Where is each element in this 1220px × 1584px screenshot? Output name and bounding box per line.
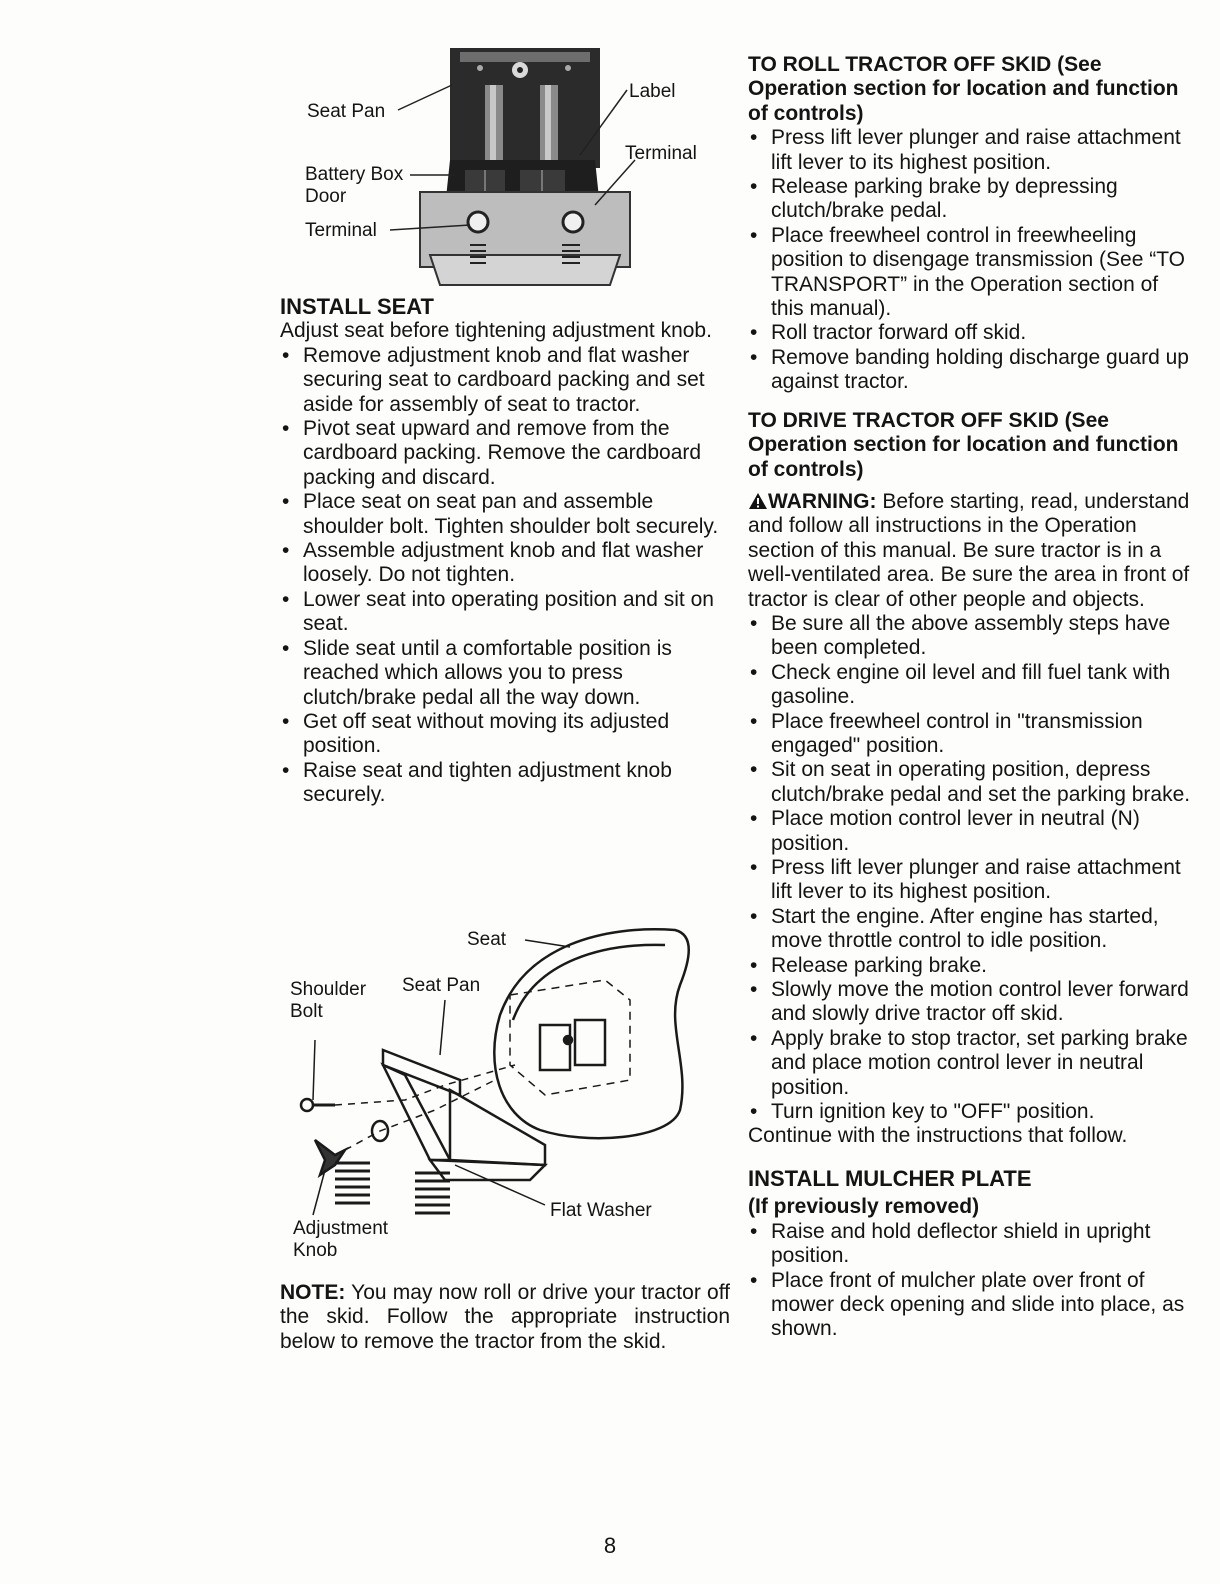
flat-washer-label: Flat Washer <box>550 1200 652 1221</box>
warning-label: WARNING: <box>768 489 877 513</box>
battery-box-door-label <box>305 164 403 208</box>
drive-off-steps <box>748 612 1193 1125</box>
terminal-right-label: Terminal <box>625 143 697 164</box>
drive-off-continue: Continue with the instructions that follow. <box>748 1124 1128 1148</box>
drive-off-heading <box>748 409 1193 482</box>
shoulder-bolt-line2: Bolt <box>290 1001 323 1022</box>
list-item: • Sit on seat in operating position, depress clutch/brake pedal and set the parking brake. <box>748 758 1193 807</box>
note-text: You may now roll or drive your tractor off the skid. Follow the appropriate instruction below to remove the tractor from the skid. <box>280 1281 730 1353</box>
list-item: • Raise seat and tighten adjustment knob securely. <box>280 759 730 808</box>
left-column <box>280 295 730 808</box>
list-item: • Pivot seat upward and remove from the cardboard packing. Remove the cardboard packing and discard. <box>280 417 730 490</box>
list-item: • Slowly move the motion control lever forward and slowly drive tractor off skid. <box>748 978 1193 1027</box>
drive-off-heading-rest: (See Operation section for location and function of controls) <box>748 408 1179 481</box>
list-item: • Lower seat into operating position and sit on seat. <box>280 588 730 637</box>
list-item: • Get off seat without moving its adjusted position. <box>280 710 730 759</box>
seat-assembly-figure <box>285 915 730 1270</box>
list-item: • Raise and hold deflector shield in upright position. <box>748 1220 1193 1269</box>
adjustment-knob-line2: Knob <box>293 1240 338 1261</box>
list-item: • Roll tractor forward off skid. <box>748 321 1193 345</box>
list-item: • Slide seat until a comfortable position is reached which allows you to press clutch/brake pedal all the way down. <box>280 637 730 710</box>
battery-box-door-line2: Door <box>305 186 347 207</box>
list-item: • Assemble adjustment knob and flat washer loosely. Do not tighten. <box>280 539 730 588</box>
right-column <box>748 53 1193 1342</box>
seat-pan-label: Seat Pan <box>307 101 386 122</box>
install-seat-heading: INSTALL SEAT <box>280 294 434 319</box>
mulcher-subheading: (If previously removed) <box>748 1195 980 1219</box>
install-seat-intro: Adjust seat before tightening adjustment knob. <box>280 319 712 343</box>
terminal-left-label: Terminal <box>305 220 377 241</box>
page-number: 8 <box>603 1533 617 1558</box>
mulcher-steps <box>748 1220 1193 1342</box>
battery-box-door-line1: Battery Box <box>305 164 404 185</box>
list-item: • Remove banding holding discharge guard up against tractor. <box>748 346 1193 395</box>
adjustment-knob-line1: Adjustment <box>293 1218 389 1239</box>
note-label: NOTE: <box>280 1281 346 1304</box>
drive-off-heading-bold: TO DRIVE TRACTOR OFF SKID <box>748 408 1059 432</box>
list-item: • Place freewheel control in freewheeling position to disengage transmission (See “TO TRANSPORT” in the Operation section of this manual). <box>748 224 1193 322</box>
warning-text: Before starting, read, understand and follow all instructions in the Operation section of this manual. Be sure tractor is in a well-ventilated area. Be sure the area in front of tractor is clear of other people and objects. <box>748 489 1190 611</box>
seat-pan-label-2: Seat Pan <box>402 975 481 996</box>
mulcher-heading: INSTALL MULCHER PLATE <box>748 1165 1032 1191</box>
list-item: • Place front of mulcher plate over front of mower deck opening and slide into place, as shown. <box>748 1269 1193 1342</box>
roll-off-steps <box>748 126 1193 394</box>
roll-off-heading <box>748 53 1193 126</box>
list-item: • Check engine oil level and fill fuel tank with gasoline. <box>748 661 1193 710</box>
seat-label: Seat <box>467 929 507 950</box>
drive-off-warning <box>748 490 1193 612</box>
list-item: • Turn ignition key to "OFF" position. <box>748 1100 1193 1124</box>
warning-triangle-icon <box>748 492 768 510</box>
list-item: • Place seat on seat pan and assemble shoulder bolt. Tighten shoulder bolt securely. <box>280 490 730 539</box>
list-item: • Press lift lever plunger and raise attachment lift lever to its highest position. <box>748 856 1193 905</box>
shoulder-bolt-label <box>290 979 366 1023</box>
list-item: • Place freewheel control in "transmission engaged" position. <box>748 710 1193 759</box>
note-block <box>280 1281 730 1354</box>
install-seat-steps <box>280 344 730 808</box>
list-item: • Press lift lever plunger and raise attachment lift lever to its highest position. <box>748 126 1193 175</box>
list-item: • Remove adjustment knob and flat washer securing seat to cardboard packing and set aside for assembly of seat to tractor. <box>280 344 730 417</box>
roll-off-heading-bold: TO ROLL TRACTOR OFF SKID <box>748 53 1052 76</box>
shoulder-bolt-line1: Shoulder <box>290 979 367 1000</box>
list-item: • Release parking brake by depressing clutch/brake pedal. <box>748 175 1193 224</box>
list-item: • Be sure all the above assembly steps have been completed. <box>748 612 1193 661</box>
list-item: • Start the engine. After engine has started, move throttle control to idle position. <box>748 905 1193 954</box>
list-item: • Place motion control lever in neutral (N) position. <box>748 807 1193 856</box>
battery-box-figure <box>290 40 730 290</box>
seat-assembly-illustration <box>285 915 730 1270</box>
note-paragraph <box>280 1281 730 1354</box>
list-item: • Release parking brake. <box>748 954 1193 978</box>
label-label: Label <box>629 81 676 102</box>
list-item: • Apply brake to stop tractor, set parking brake and place motion control lever in neutral position. <box>748 1027 1193 1100</box>
roll-off-heading-rest: (See Operation section for location and function of controls) <box>748 53 1179 125</box>
adjustment-knob-label <box>293 1218 388 1262</box>
